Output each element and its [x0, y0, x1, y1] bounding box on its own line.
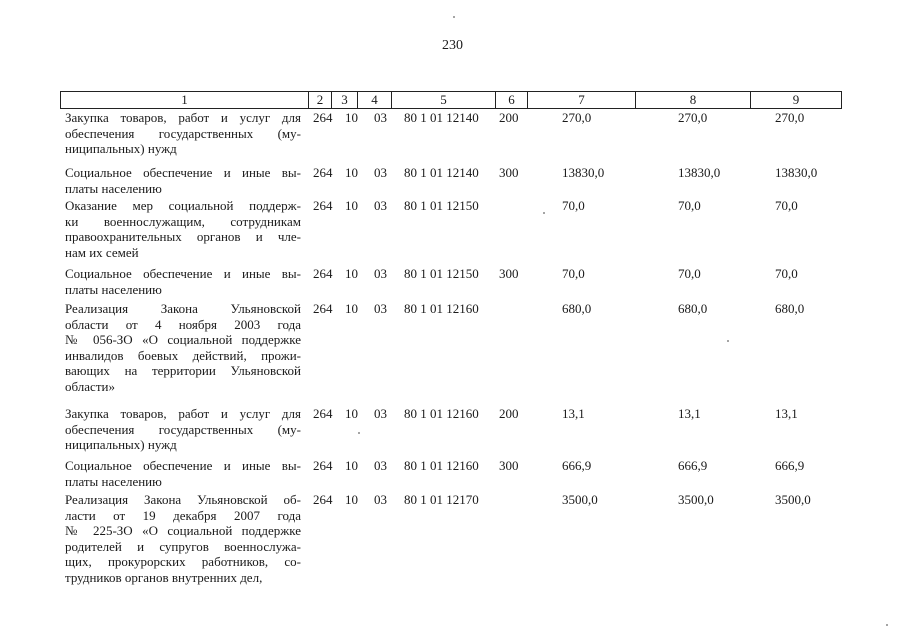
section-code: 10: [345, 198, 358, 213]
scan-speck: [886, 624, 888, 626]
amount-col7: 666,9: [562, 458, 592, 473]
description-line: обеспечения государственных (му-: [65, 421, 301, 437]
amount-col7: 3500,0: [562, 492, 598, 507]
description-line: обеспечения государственных (му-: [65, 125, 301, 141]
section-code: 10: [345, 458, 358, 473]
column-header: 9: [792, 92, 800, 107]
amount-col7: 13,1: [562, 406, 585, 421]
description-line: щих, прокурорских работников, со-: [65, 554, 301, 570]
amount-col8: 270,0: [678, 110, 708, 125]
amount-col7: 70,0: [562, 198, 585, 213]
department-code: 264: [313, 110, 333, 125]
description-line: области»: [65, 378, 115, 394]
description-line: Социальное обеспечение и иные вы-: [65, 266, 301, 281]
subsection-code: 03: [374, 301, 387, 316]
subsection-code: 03: [374, 406, 387, 421]
description-line: Закупка товаров, работ и услуг для: [65, 406, 301, 421]
column-header: 4: [358, 92, 392, 108]
department-code: 264: [313, 458, 333, 473]
description-line: родителей и супругов военнослужа-: [65, 538, 301, 554]
department-code: 264: [313, 492, 333, 507]
subsection-code: 03: [374, 165, 387, 180]
expense-type-code: 200: [499, 406, 519, 421]
target-article-code: 80 1 01 12160: [404, 301, 479, 316]
description-line: Реализация Закона Ульяновской: [65, 301, 301, 316]
description-line: № 056-ЗО «О социальной поддержке: [65, 332, 301, 348]
target-article-code: 80 1 01 12160: [404, 406, 479, 421]
amount-col7: 70,0: [562, 266, 585, 281]
description-line: ласти от 19 декабря 2007 года: [65, 507, 301, 523]
description-line: правоохранительных органов и чле-: [65, 229, 301, 245]
scan-speck: [727, 340, 729, 342]
amount-col9: 270,0: [775, 110, 805, 125]
description-line: трудников органов внутренних дел,: [65, 569, 263, 585]
department-code: 264: [313, 301, 333, 316]
amount-col8: 680,0: [678, 301, 708, 316]
column-header: 2: [309, 92, 332, 108]
subsection-code: 03: [374, 198, 387, 213]
row-description: [65, 110, 301, 157]
amount-col7: 13830,0: [562, 165, 605, 180]
target-article-code: 80 1 01 12160: [404, 458, 479, 473]
scan-speck: [543, 212, 545, 214]
row-description: [65, 301, 301, 395]
amount-col9: 680,0: [775, 301, 805, 316]
department-code: 264: [313, 406, 333, 421]
expense-type-code: 200: [499, 110, 519, 125]
row-description: [65, 406, 301, 453]
column-header: 8: [636, 92, 751, 108]
target-article-code: 80 1 01 12140: [404, 165, 479, 180]
description-line: Закупка товаров, работ и услуг для: [65, 110, 301, 125]
row-description: [65, 492, 301, 586]
column-header: 5: [392, 92, 496, 108]
target-article-code: 80 1 01 12170: [404, 492, 479, 507]
description-line: Оказание мер социальной поддерж-: [65, 198, 301, 213]
column-header: 7: [528, 92, 636, 108]
description-line: Социальное обеспечение и иные вы-: [65, 165, 301, 180]
target-article-code: 80 1 01 12150: [404, 198, 479, 213]
section-code: 10: [345, 165, 358, 180]
amount-col9: 70,0: [775, 198, 798, 213]
department-code: 264: [313, 165, 333, 180]
description-line: нам их семей: [65, 244, 139, 260]
scan-speck: [358, 432, 360, 434]
table-header: [60, 91, 842, 109]
target-article-code: 80 1 01 12140: [404, 110, 479, 125]
amount-col9: 13,1: [775, 406, 798, 421]
section-code: 10: [345, 406, 358, 421]
description-line: ниципальных) нужд: [65, 437, 177, 453]
scan-speck: [453, 16, 455, 18]
description-line: платы населению: [65, 473, 162, 489]
row-description: [65, 165, 301, 196]
section-code: 10: [345, 492, 358, 507]
column-header: 1: [61, 92, 309, 108]
description-line: Социальное обеспечение и иные вы-: [65, 458, 301, 473]
description-line: области от 4 ноября 2003 года: [65, 316, 301, 332]
subsection-code: 03: [374, 266, 387, 281]
section-code: 10: [345, 110, 358, 125]
amount-col9: 666,9: [775, 458, 805, 473]
target-article-code: 80 1 01 12150: [404, 266, 479, 281]
amount-col9: 3500,0: [775, 492, 811, 507]
description-line: инвалидов боевых действий, прожи-: [65, 347, 301, 363]
description-line: платы населению: [65, 281, 162, 297]
amount-col8: 13,1: [678, 406, 701, 421]
expense-type-code: 300: [499, 165, 519, 180]
department-code: 264: [313, 266, 333, 281]
description-line: ки военнослужащим, сотрудникам: [65, 213, 301, 229]
page-number: 230: [442, 38, 463, 53]
expense-type-code: 300: [499, 458, 519, 473]
description-line: ниципальных) нужд: [65, 141, 177, 157]
description-line: Реализация Закона Ульяновской об-: [65, 492, 301, 507]
section-code: 10: [345, 301, 358, 316]
description-line: вающих на территории Ульяновской: [65, 363, 301, 379]
subsection-code: 03: [374, 458, 387, 473]
section-code: 10: [345, 266, 358, 281]
amount-col9: 13830,0: [775, 165, 818, 180]
column-header: 6: [496, 92, 528, 108]
subsection-code: 03: [374, 110, 387, 125]
amount-col8: 70,0: [678, 266, 701, 281]
amount-col8: 3500,0: [678, 492, 714, 507]
amount-col9: 70,0: [775, 266, 798, 281]
amount-col8: 70,0: [678, 198, 701, 213]
row-description: [65, 198, 301, 260]
description-line: платы населению: [65, 180, 162, 196]
column-header: 3: [332, 92, 358, 108]
amount-col8: 666,9: [678, 458, 708, 473]
amount-col8: 13830,0: [678, 165, 721, 180]
expense-type-code: 300: [499, 266, 519, 281]
amount-col7: 270,0: [562, 110, 592, 125]
amount-col7: 680,0: [562, 301, 592, 316]
description-line: № 225-ЗО «О социальной поддержке: [65, 523, 301, 539]
row-description: [65, 266, 301, 297]
row-description: [65, 458, 301, 489]
department-code: 264: [313, 198, 333, 213]
subsection-code: 03: [374, 492, 387, 507]
